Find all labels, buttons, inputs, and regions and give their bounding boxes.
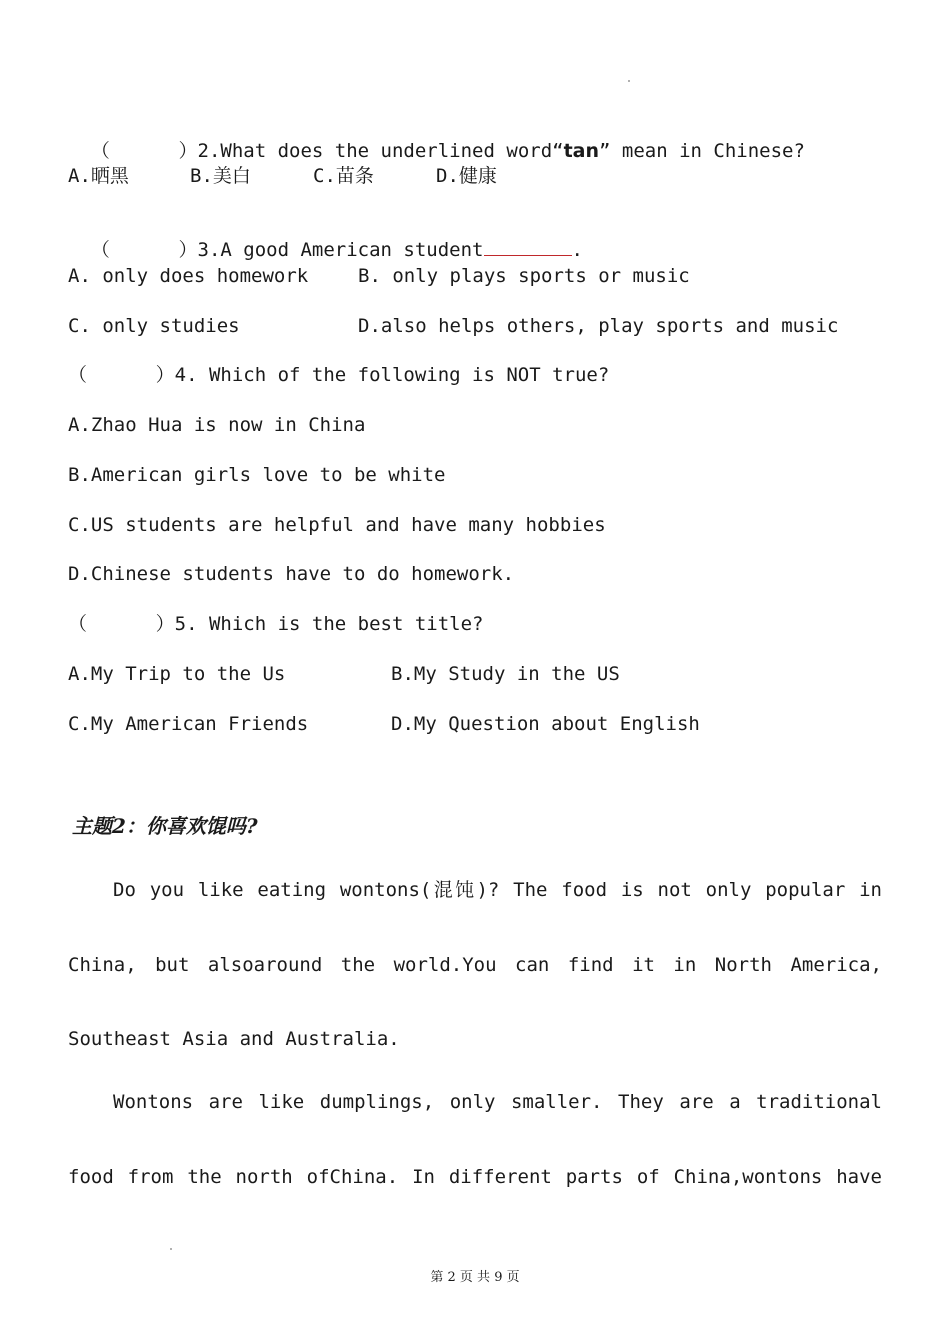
page-speck bbox=[170, 1248, 172, 1250]
paragraph-1-line-3: Southeast Asia and Australia. bbox=[68, 1028, 400, 1050]
paragraph-1-line-2: China, but alsoaround the world.You can find it in North America, bbox=[68, 954, 882, 976]
question-5-options-row2 bbox=[68, 712, 888, 736]
page-speck bbox=[628, 80, 630, 82]
option-a: A.晒黑 bbox=[68, 165, 129, 187]
question-2-suffix: ” mean in Chinese? bbox=[599, 140, 805, 162]
option-a: A. only does homework bbox=[68, 265, 309, 287]
option-c: C.My American Friends bbox=[68, 713, 309, 735]
section-heading: 主题2：你喜欢馄吗? bbox=[72, 814, 258, 838]
question-4-stem: （ ）4. Which of the following is NOT true? bbox=[68, 364, 610, 386]
question-2-stem bbox=[68, 115, 805, 163]
question-2-options bbox=[68, 164, 888, 188]
question-3-options-row1 bbox=[68, 264, 888, 288]
option-d: D.also helps others, play sports and music bbox=[358, 315, 839, 337]
option-c: C.苗条 bbox=[313, 165, 374, 187]
option-d: D.健康 bbox=[436, 165, 497, 187]
paragraph-1-line-1: Do you like eating wontons(混饨)? The food is not only popular in bbox=[113, 879, 882, 901]
page-footer: 第 2 页 共 9 页 bbox=[430, 1270, 520, 1285]
question-3-text: （ ）3.A good American student bbox=[90, 239, 484, 261]
paragraph-2-line-1: Wontons are like dumplings, only smaller. They are a traditional bbox=[113, 1091, 882, 1113]
question-3-period: . bbox=[571, 239, 583, 261]
option-b: B. only plays sports or music bbox=[358, 265, 690, 287]
question-5-stem: （ ）5. Which is the best title? bbox=[68, 613, 484, 635]
answer-blank bbox=[484, 238, 572, 256]
question-4-option-c: C.US students are helpful and have many hobbies bbox=[68, 514, 606, 536]
question-5-options-row1 bbox=[68, 662, 888, 686]
question-3-options-row2 bbox=[68, 314, 888, 338]
question-3-stem bbox=[68, 214, 583, 262]
option-b: B.美白 bbox=[190, 165, 251, 187]
underlined-word: tan bbox=[563, 140, 600, 162]
question-4-option-a: A.Zhao Hua is now in China bbox=[68, 414, 366, 436]
option-d: D.My Question about English bbox=[391, 713, 700, 735]
paragraph-2-line-2: food from the north ofChina. In different parts of China,wontons have bbox=[68, 1166, 882, 1188]
question-4-option-d: D.Chinese students have to do homework. bbox=[68, 563, 515, 585]
question-2-prefix: （ ）2.What does the underlined word“ bbox=[90, 140, 564, 162]
option-b: B.My Study in the US bbox=[391, 663, 620, 685]
option-c: C. only studies bbox=[68, 315, 240, 337]
option-a: A.My Trip to the Us bbox=[68, 663, 286, 685]
question-4-option-b: B.American girls love to be white bbox=[68, 464, 446, 486]
